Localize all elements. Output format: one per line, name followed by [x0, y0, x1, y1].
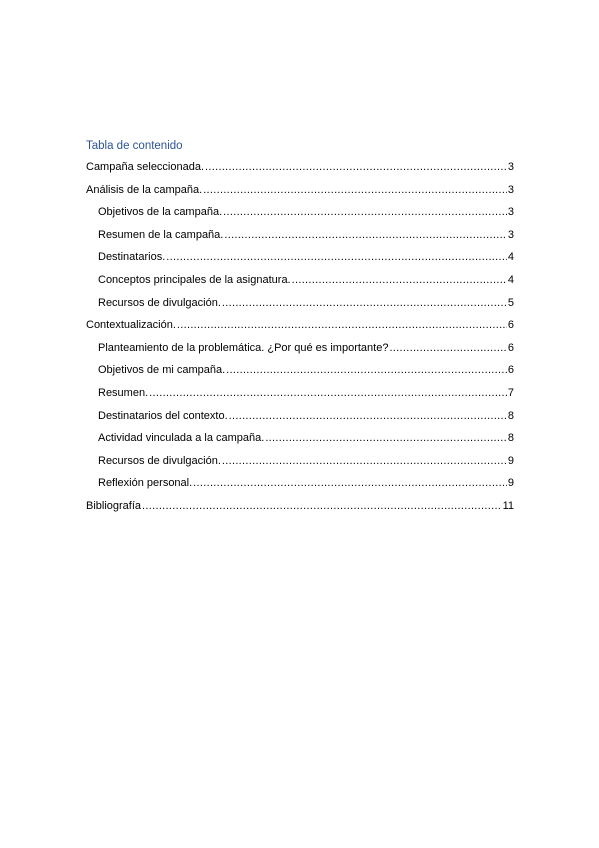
toc-page-number: 9: [507, 454, 514, 467]
table-of-contents: [86, 138, 514, 520]
toc-dot-leader: [265, 429, 507, 447]
toc-dot-leader: [142, 497, 502, 515]
toc-dot-leader: [177, 316, 507, 334]
toc-entry-resumen-campana[interactable]: [86, 226, 514, 249]
toc-page-number: 3: [507, 183, 514, 196]
toc-entry-text: Objetivos de la campaña.: [98, 206, 223, 219]
toc-dot-leader: [149, 384, 507, 402]
toc-entry-planteamiento-problematica[interactable]: [86, 339, 514, 362]
toc-entry-recursos-divulgacion-2[interactable]: [86, 452, 514, 475]
toc-entry-recursos-divulgacion[interactable]: [86, 294, 514, 317]
toc-entry-resumen[interactable]: [86, 384, 514, 407]
toc-entry-text: Resumen de la campaña.: [98, 228, 224, 241]
toc-entry-text: Planteamiento de la problemática. ¿Por qué es importante?: [98, 341, 389, 354]
toc-entry-text: Destinatarios del contexto.: [98, 409, 228, 422]
toc-entry-text: Conceptos principales de la asignatura.: [98, 273, 291, 286]
toc-dot-leader: [193, 474, 507, 492]
toc-dot-leader: [205, 158, 507, 176]
toc-entry-analisis-campana[interactable]: [86, 181, 514, 204]
toc-entry-text: Resumen.: [98, 386, 149, 399]
toc-entry-text: Recursos de divulgación.: [98, 454, 221, 467]
toc-entry-objetivos-mi-campana[interactable]: [86, 361, 514, 384]
toc-entry-text: Análisis de la campaña.: [86, 183, 203, 196]
toc-dot-leader: [292, 271, 507, 289]
toc-title: Tabla de contenido: [86, 140, 183, 152]
toc-dot-leader: [223, 203, 507, 221]
toc-dot-leader: [226, 361, 507, 379]
toc-dot-leader: [389, 339, 506, 357]
toc-dot-leader: [229, 407, 507, 425]
toc-page-number: 3: [507, 228, 514, 241]
toc-entry-contextualizacion[interactable]: [86, 316, 514, 339]
toc-dot-leader: [222, 294, 507, 312]
toc-page-number: 6: [507, 364, 514, 377]
toc-entry-text: Destinatarios.: [98, 251, 166, 264]
toc-page-number: 11: [502, 499, 514, 512]
toc-entry-conceptos-principales[interactable]: [86, 271, 514, 294]
toc-page-number: 4: [507, 251, 514, 264]
toc-page-number: 6: [507, 319, 514, 332]
toc-entry-text: Reflexión personal.: [98, 477, 193, 490]
toc-dot-leader: [224, 226, 507, 244]
toc-entry-campana-seleccionada[interactable]: [86, 158, 514, 181]
toc-entry-text: Recursos de divulgación.: [98, 296, 221, 309]
toc-page-number: 6: [507, 341, 514, 354]
toc-entry-destinatarios-contexto[interactable]: [86, 407, 514, 430]
toc-page-number: 9: [507, 477, 514, 490]
toc-entry-bibliografia[interactable]: [86, 497, 514, 520]
toc-entry-text: Contextualización.: [86, 319, 176, 332]
toc-entry-destinatarios[interactable]: [86, 248, 514, 271]
toc-dot-leader: [166, 248, 507, 266]
toc-entry-text: Actividad vinculada a la campaña.: [98, 432, 265, 445]
toc-page-number: 5: [507, 296, 514, 309]
toc-entry-objetivos-campana[interactable]: [86, 203, 514, 226]
toc-dot-leader: [203, 181, 507, 199]
toc-page-number: 8: [507, 409, 514, 422]
toc-page-number: 3: [507, 206, 514, 219]
toc-page-number: 3: [507, 161, 514, 173]
toc-page-number: 7: [507, 386, 514, 399]
toc-page-number: 4: [507, 273, 514, 286]
toc-dot-leader: [222, 452, 507, 470]
toc-entry-text: Campaña seleccionada.: [86, 161, 205, 173]
toc-page-number: 8: [507, 432, 514, 445]
toc-entry-reflexion-personal[interactable]: [86, 474, 514, 497]
toc-entry-actividad-vinculada[interactable]: [86, 429, 514, 452]
toc-entry-text: Bibliografía: [86, 499, 142, 512]
toc-entry-text: Objetivos de mi campaña.: [98, 364, 226, 377]
